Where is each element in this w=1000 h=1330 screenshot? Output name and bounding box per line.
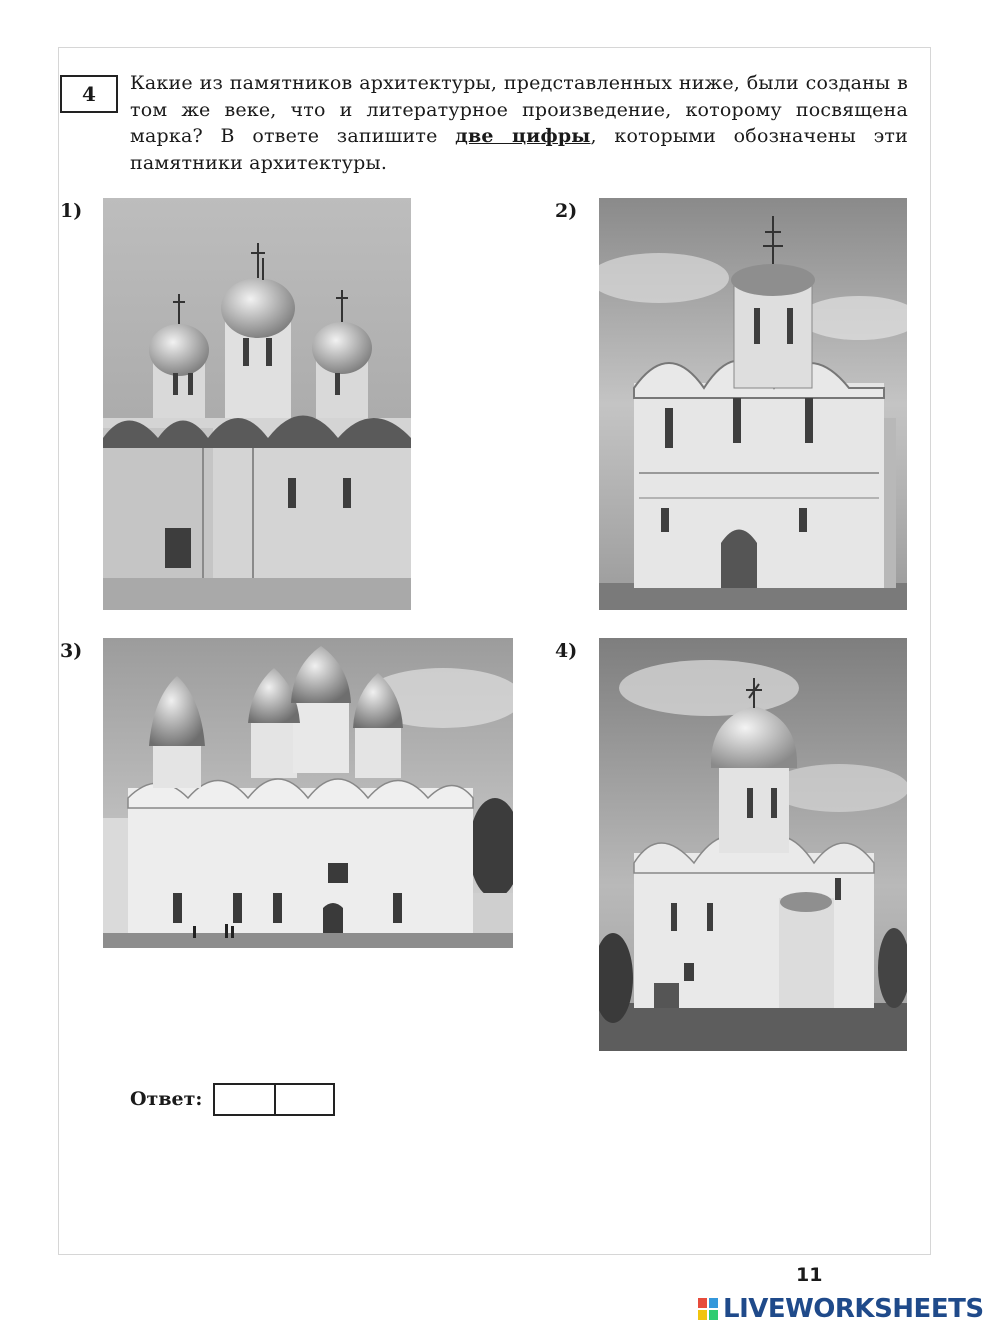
- liveworksheets-logo-icon: [697, 1296, 719, 1322]
- answer-label: Ответ:: [130, 1088, 203, 1110]
- option-1-label: 1): [60, 200, 83, 222]
- question-text: Какие из памятников архитектуры, представленных ниже, были созданы в том же веке, что и литературное произведение, которому посвящена марка? В ответе запишите две цифры, которыми обозначены эти памятники архитектуры.: [130, 72, 908, 174]
- task-number-box: [60, 75, 118, 113]
- option-2-photo: [599, 198, 907, 610]
- option-3-photo: [103, 638, 513, 948]
- answer-cell-2[interactable]: [274, 1085, 333, 1114]
- option-4-photo: [599, 638, 907, 1051]
- brand-name: LIVEWORKSHEETS: [723, 1294, 984, 1324]
- brand: [697, 1293, 984, 1325]
- option-3-label: 3): [60, 640, 83, 662]
- option-2-label: 2): [555, 200, 578, 222]
- answer-cells: [213, 1083, 335, 1116]
- task-number: 4: [82, 82, 96, 106]
- answer-cell-1[interactable]: [215, 1085, 274, 1114]
- option-4-label: 4): [555, 640, 578, 662]
- question-emphasis: две цифры: [455, 125, 591, 147]
- page-number: 11: [796, 1264, 823, 1286]
- option-1-photo: [103, 198, 411, 610]
